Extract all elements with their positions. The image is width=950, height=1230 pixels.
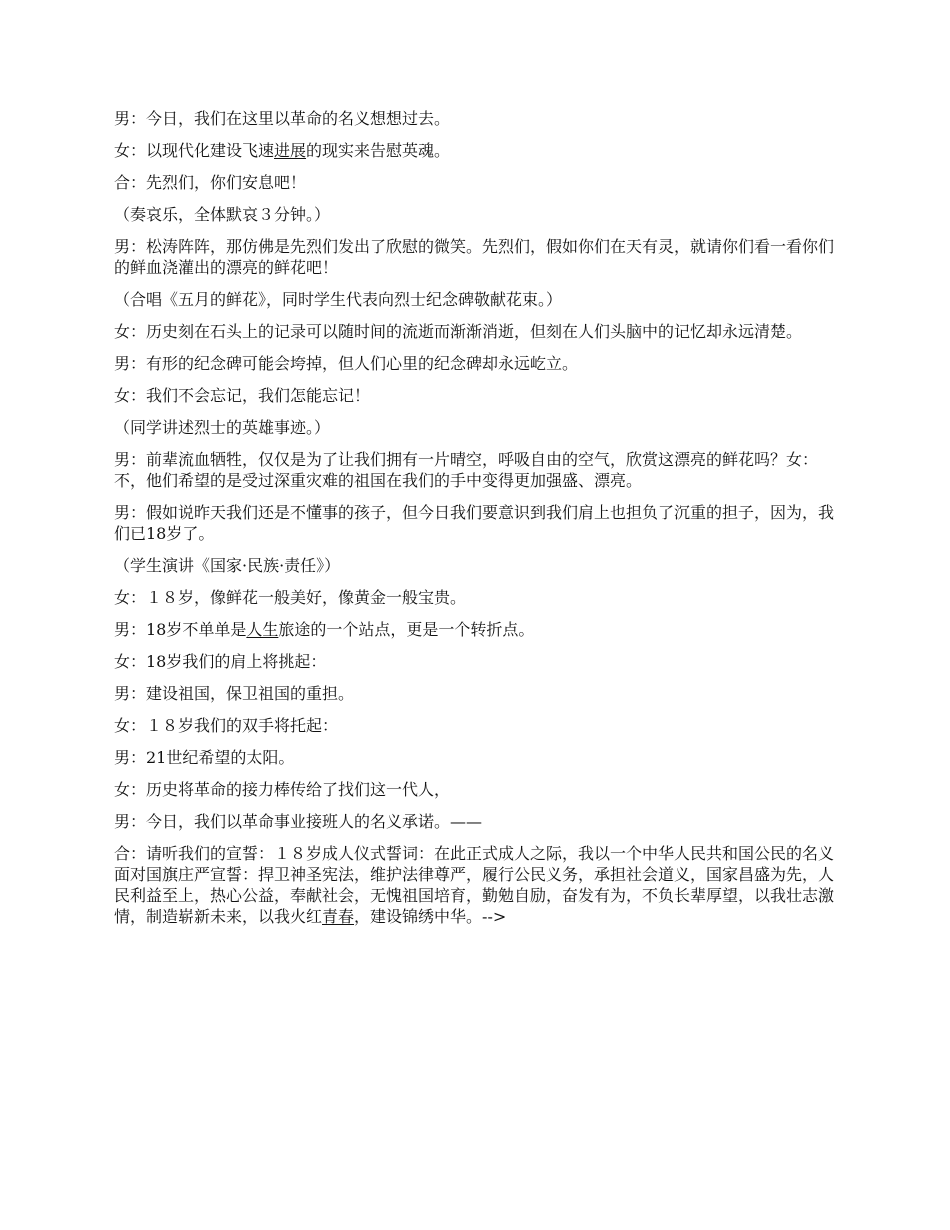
paragraph bbox=[114, 747, 842, 768]
paragraph bbox=[114, 651, 842, 672]
paragraph bbox=[114, 289, 842, 310]
paragraph bbox=[114, 172, 842, 193]
inline-link[interactable]: 青春 bbox=[322, 907, 355, 926]
paragraph bbox=[114, 779, 842, 800]
paragraph-text: 女：我们不会忘记，我们怎能忘记！ bbox=[114, 386, 371, 405]
paragraph bbox=[114, 619, 842, 640]
paragraph-text: （学生演讲《国家·民族·责任》） bbox=[114, 556, 341, 575]
paragraph-text: （同学讲述烈士的英雄事迹。） bbox=[114, 418, 331, 437]
paragraph bbox=[114, 555, 842, 576]
paragraph-text: 男：今日，我们以革命事业接班人的名义承诺。—— bbox=[114, 812, 483, 831]
paragraph bbox=[114, 587, 842, 608]
paragraph-text: 男：建设祖国，保卫祖国的重担。 bbox=[114, 684, 355, 703]
paragraph-text: 合：先烈们，你们安息吧！ bbox=[114, 173, 307, 192]
paragraph bbox=[114, 449, 842, 491]
document-body bbox=[114, 108, 842, 938]
paragraph bbox=[114, 502, 842, 544]
paragraph-text: 女：历史刻在石头上的记录可以随时间的流逝而渐渐消逝，但刻在人们头脑中的记忆却永远清楚。 bbox=[114, 322, 803, 341]
paragraph-text: 女：１８岁我们的双手将托起： bbox=[114, 716, 339, 735]
paragraph-text: 男：18岁不单单是 bbox=[114, 620, 247, 639]
paragraph bbox=[114, 108, 842, 129]
paragraph bbox=[114, 811, 842, 832]
paragraph bbox=[114, 385, 842, 406]
paragraph-text: （合唱《五月的鲜花》，同时学生代表向烈士纪念碑敬献花束。） bbox=[114, 290, 563, 309]
paragraph-text: 男：今日，我们在这里以革命的名义想想过去。 bbox=[114, 109, 451, 128]
paragraph-text: 旅途的一个站点，更是一个转折点。 bbox=[278, 620, 535, 639]
paragraph-text: 男：前辈流血牺牲，仅仅是为了让我们拥有一片晴空，呼吸自由的空气，欣赏这漂亮的鲜花吗？女：不，他们希望的是受过深重灾难的祖国在我们的手中变得更加强盛、漂亮。 bbox=[114, 450, 819, 490]
paragraph-text: 男：假如说昨天我们还是不懂事的孩子，但今日我们要意识到我们肩上也担负了沉重的担子，因为，我们已18岁了。 bbox=[114, 503, 835, 543]
paragraph-text: 男：有形的纪念碑可能会垮掉，但人们心里的纪念碑却永远屹立。 bbox=[114, 354, 579, 373]
paragraph-text: 合：请听我们的宣誓：１８岁成人仪式誓词：在此正式成人之际，我以一个中华人民共和国公民的名义面对国旗庄严宣誓：捍卫神圣宪法，维护法律尊严，履行公民义务，承担社会道义，国家昌盛为先，人民利益至上，热心公益，奉献社会，无愧祖国培育，勤勉自励，奋发有为，不负长辈厚望，以我壮志激情，制造崭新未来，以我火红 bbox=[114, 844, 835, 926]
paragraph bbox=[114, 683, 842, 704]
paragraph-text: 女：历史将革命的接力棒传给了找们这一代人， bbox=[114, 780, 451, 799]
paragraph-text: 女：18岁我们的肩上将挑起： bbox=[114, 652, 327, 671]
inline-link[interactable]: 进展 bbox=[274, 141, 307, 160]
paragraph bbox=[114, 321, 842, 342]
paragraph-text: 男：21世纪希望的太阳。 bbox=[114, 748, 295, 767]
paragraph-text: 的现实来告慰英魂。 bbox=[306, 141, 451, 160]
paragraph bbox=[114, 236, 842, 278]
paragraph-text: 女：以现代化建设飞速 bbox=[114, 141, 275, 160]
paragraph-text: 男：松涛阵阵，那仿佛是先烈们发出了欣慰的微笑。先烈们，假如你们在天有灵，就请你们看一看你们的鲜血浇灌出的漂亮的鲜花吧！ bbox=[114, 237, 835, 277]
paragraph-text: 女：１８岁，像鲜花一般美好，像黄金一般宝贵。 bbox=[114, 588, 467, 607]
inline-link[interactable]: 人生 bbox=[246, 620, 279, 639]
paragraph bbox=[114, 417, 842, 438]
paragraph-text: （奏哀乐，全体默哀３分钟。） bbox=[114, 205, 331, 224]
paragraph bbox=[114, 204, 842, 225]
paragraph bbox=[114, 843, 842, 927]
paragraph bbox=[114, 140, 842, 161]
paragraph bbox=[114, 353, 842, 374]
paragraph bbox=[114, 715, 842, 736]
paragraph-text: ，建设锦绣中华。--> bbox=[354, 907, 507, 926]
